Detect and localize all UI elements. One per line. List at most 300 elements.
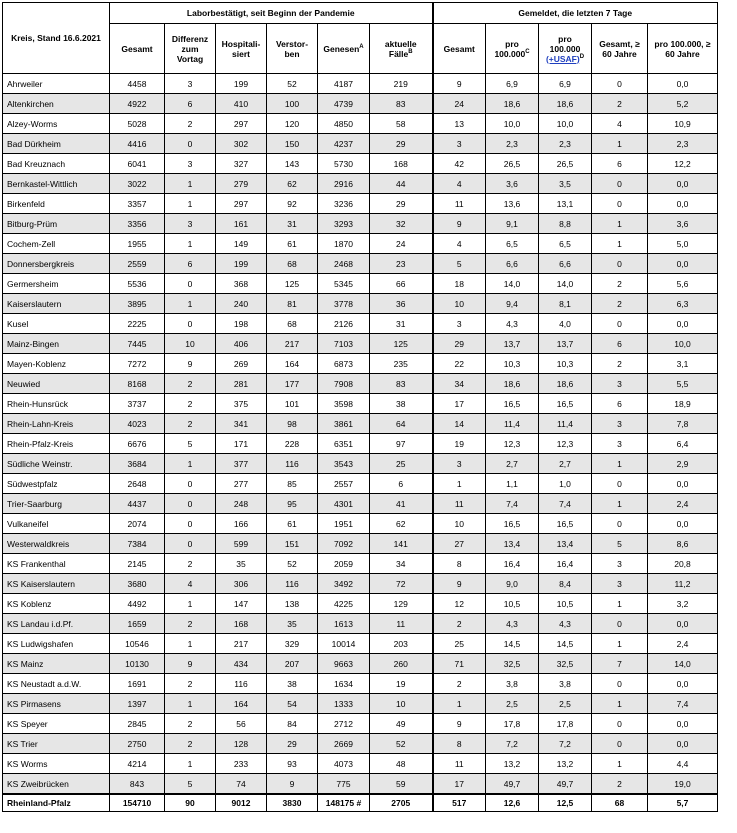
table-row [3,334,718,354]
cell-hospitalisiert: 161 [216,214,267,234]
cell-kreis: Westerwaldkreis [3,534,110,554]
cell-gesamt-60: 6 [592,334,648,354]
cell-aktuelle-faelle: 2705 [370,794,433,812]
cell-kreis: Neuwied [3,374,110,394]
cell-hospitalisiert: 277 [216,474,267,494]
cell-differenz: 1 [165,174,216,194]
cell-pro-100000-60: 14,0 [648,654,718,674]
cell-genesen: 4237 [318,134,370,154]
table-row [3,414,718,434]
cell-gesamt: 3680 [110,574,165,594]
table-row [3,134,718,154]
cell-pro-100000-60: 8,6 [648,534,718,554]
cell-woche-gesamt: 10 [433,294,486,314]
cell-verstorben: 85 [267,474,318,494]
cell-pro-100000-60: 2,4 [648,494,718,514]
cell-woche-gesamt: 9 [433,74,486,94]
cell-verstorben: 143 [267,154,318,174]
cell-verstorben: 62 [267,174,318,194]
cell-aktuelle-faelle: 58 [370,114,433,134]
table-row [3,354,718,374]
cell-pro-100000-usaf: 11,4 [539,414,592,434]
cell-differenz: 3 [165,74,216,94]
cell-pro-100000: 14,0 [486,274,539,294]
table-row [3,514,718,534]
cell-differenz: 9 [165,354,216,374]
cell-hospitalisiert: 56 [216,714,267,734]
cell-pro-100000-60: 0,0 [648,474,718,494]
cell-pro-100000: 7,4 [486,494,539,514]
cell-verstorben: 116 [267,454,318,474]
cell-gesamt: 3022 [110,174,165,194]
cell-gesamt: 4023 [110,414,165,434]
cell-kreis: Alzey-Worms [3,114,110,134]
cell-gesamt: 154710 [110,794,165,812]
table-row [3,274,718,294]
cell-pro-100000-60: 0,0 [648,194,718,214]
cell-gesamt: 5536 [110,274,165,294]
cell-kreis: KS Speyer [3,714,110,734]
cell-gesamt-60: 5 [592,534,648,554]
cell-pro-100000-usaf: 13,7 [539,334,592,354]
cell-pro-100000: 10,5 [486,594,539,614]
cell-gesamt: 7445 [110,334,165,354]
cell-pro-100000-usaf: 32,5 [539,654,592,674]
cell-genesen: 5730 [318,154,370,174]
cell-verstorben: 217 [267,334,318,354]
cell-pro-100000: 16,5 [486,514,539,534]
cell-pro-100000: 2,3 [486,134,539,154]
cell-genesen: 1333 [318,694,370,714]
cell-kreis: Mayen-Koblenz [3,354,110,374]
cell-verstorben: 100 [267,94,318,114]
cell-woche-gesamt: 4 [433,174,486,194]
cell-differenz: 5 [165,774,216,795]
cell-kreis: Germersheim [3,274,110,294]
cell-gesamt: 1397 [110,694,165,714]
cell-gesamt-60: 68 [592,794,648,812]
cell-kreis: Kusel [3,314,110,334]
cell-verstorben: 9 [267,774,318,795]
cell-kreis: Bitburg-Prüm [3,214,110,234]
cell-pro-100000-usaf: 4,0 [539,314,592,334]
cell-pro-100000-usaf: 6,5 [539,234,592,254]
cell-woche-gesamt: 25 [433,634,486,654]
cell-woche-gesamt: 11 [433,754,486,774]
cell-verstorben: 329 [267,634,318,654]
cell-pro-100000-60: 5,5 [648,374,718,394]
cell-pro-100000-60: 10,9 [648,114,718,134]
cell-aktuelle-faelle: 235 [370,354,433,374]
cell-differenz: 2 [165,554,216,574]
cell-gesamt-60: 2 [592,774,648,795]
cell-gesamt-60: 0 [592,674,648,694]
cell-hospitalisiert: 327 [216,154,267,174]
cell-verstorben: 68 [267,314,318,334]
cell-verstorben: 52 [267,74,318,94]
cell-genesen: 2468 [318,254,370,274]
cell-gesamt-60: 4 [592,114,648,134]
cell-kreis: KS Landau i.d.Pf. [3,614,110,634]
cell-pro-100000-60: 2,4 [648,634,718,654]
cell-pro-100000-usaf: 13,4 [539,534,592,554]
cell-aktuelle-faelle: 41 [370,494,433,514]
cell-woche-gesamt: 1 [433,694,486,714]
cell-kreis: KS Zweibrücken [3,774,110,795]
cell-hospitalisiert: 269 [216,354,267,374]
cell-woche-gesamt: 2 [433,614,486,634]
cell-gesamt: 4458 [110,74,165,94]
table-row [3,634,718,654]
cell-woche-gesamt: 3 [433,314,486,334]
cell-pro-100000: 3,8 [486,674,539,694]
cell-hospitalisiert: 199 [216,254,267,274]
cell-pro-100000-60: 4,4 [648,754,718,774]
cell-woche-gesamt: 18 [433,274,486,294]
cell-aktuelle-faelle: 31 [370,314,433,334]
cell-hospitalisiert: 147 [216,594,267,614]
cell-pro-100000-usaf: 13,2 [539,754,592,774]
cell-gesamt: 2145 [110,554,165,574]
table-row [3,254,718,274]
cell-pro-100000: 16,5 [486,394,539,414]
cell-differenz: 10 [165,334,216,354]
cell-pro-100000-usaf: 49,7 [539,774,592,795]
cell-differenz: 0 [165,494,216,514]
cell-hospitalisiert: 164 [216,694,267,714]
cell-genesen: 3598 [318,394,370,414]
cell-aktuelle-faelle: 168 [370,154,433,174]
cell-pro-100000: 6,9 [486,74,539,94]
cell-pro-100000: 9,0 [486,574,539,594]
cell-differenz: 3 [165,214,216,234]
cell-woche-gesamt: 19 [433,434,486,454]
cell-kreis: Birkenfeld [3,194,110,214]
cell-pro-100000-60: 0,0 [648,174,718,194]
cell-gesamt-60: 2 [592,274,648,294]
cell-pro-100000-usaf: 8,1 [539,294,592,314]
cell-pro-100000-usaf: 13,1 [539,194,592,214]
cell-kreis: Südwestpfalz [3,474,110,494]
cell-verstorben: 81 [267,294,318,314]
table-row [3,234,718,254]
cell-pro-100000-60: 0,0 [648,734,718,754]
cell-aktuelle-faelle: 49 [370,714,433,734]
cell-woche-gesamt: 14 [433,414,486,434]
cell-woche-gesamt: 22 [433,354,486,374]
cell-verstorben: 54 [267,694,318,714]
cell-pro-100000-60: 5,2 [648,94,718,114]
cell-aktuelle-faelle: 219 [370,74,433,94]
cell-pro-100000: 18,6 [486,94,539,114]
cell-woche-gesamt: 42 [433,154,486,174]
cell-woche-gesamt: 24 [433,94,486,114]
cell-kreis: KS Koblenz [3,594,110,614]
cell-aktuelle-faelle: 44 [370,174,433,194]
cell-gesamt: 5028 [110,114,165,134]
cell-verstorben: 116 [267,574,318,594]
cell-genesen: 4225 [318,594,370,614]
col-header-verstorben: Verstor-ben [267,24,318,74]
cell-pro-100000-60: 12,2 [648,154,718,174]
cell-gesamt: 6041 [110,154,165,174]
cell-genesen: 4187 [318,74,370,94]
cell-aktuelle-faelle: 83 [370,374,433,394]
cell-gesamt-60: 0 [592,714,648,734]
cell-gesamt-60: 1 [592,134,648,154]
table-row [3,574,718,594]
cell-gesamt: 2225 [110,314,165,334]
cell-gesamt-60: 6 [592,154,648,174]
cell-genesen: 3293 [318,214,370,234]
cell-gesamt: 2074 [110,514,165,534]
cell-aktuelle-faelle: 25 [370,454,433,474]
cell-kreis: Donnersbergkreis [3,254,110,274]
cell-pro-100000-usaf: 8,4 [539,574,592,594]
cell-gesamt-60: 1 [592,234,648,254]
cell-kreis: Rheinland-Pfalz [3,794,110,812]
cell-woche-gesamt: 5 [433,254,486,274]
cell-pro-100000: 7,2 [486,734,539,754]
cell-aktuelle-faelle: 29 [370,194,433,214]
table-row [3,694,718,714]
cell-pro-100000: 3,6 [486,174,539,194]
cell-verstorben: 93 [267,754,318,774]
cell-kreis: Rhein-Pfalz-Kreis [3,434,110,454]
cell-pro-100000-usaf: 7,2 [539,734,592,754]
cell-kreis: Ahrweiler [3,74,110,94]
cell-woche-gesamt: 8 [433,734,486,754]
cell-pro-100000-usaf: 14,0 [539,274,592,294]
cell-pro-100000: 10,0 [486,114,539,134]
cell-differenz: 2 [165,374,216,394]
cell-gesamt: 3357 [110,194,165,214]
cell-pro-100000-60: 2,9 [648,454,718,474]
cell-pro-100000: 18,6 [486,374,539,394]
cell-aktuelle-faelle: 125 [370,334,433,354]
cell-pro-100000: 13,6 [486,194,539,214]
cell-verstorben: 31 [267,214,318,234]
cell-differenz: 1 [165,294,216,314]
table-body [3,74,718,812]
covid-statistics-table [2,2,718,812]
cell-differenz: 0 [165,474,216,494]
cell-aktuelle-faelle: 141 [370,534,433,554]
table-row [3,474,718,494]
cell-pro-100000-60: 3,2 [648,594,718,614]
col-header-pro-100000-60: pro 100.000, ≥ 60 Jahre [648,24,718,74]
cell-kreis: KS Frankenthal [3,554,110,574]
cell-hospitalisiert: 240 [216,294,267,314]
cell-gesamt-60: 2 [592,94,648,114]
total-row [3,794,718,812]
cell-hospitalisiert: 297 [216,114,267,134]
cell-pro-100000-usaf: 2,7 [539,454,592,474]
cell-gesamt: 4416 [110,134,165,154]
cell-pro-100000-usaf: 6,6 [539,254,592,274]
cell-verstorben: 95 [267,494,318,514]
cell-verstorben: 68 [267,254,318,274]
cell-differenz: 0 [165,514,216,534]
table-row [3,774,718,795]
cell-verstorben: 84 [267,714,318,734]
cell-woche-gesamt: 9 [433,574,486,594]
cell-genesen: 7908 [318,374,370,394]
cell-kreis: Kaiserslautern [3,294,110,314]
cell-gesamt: 10130 [110,654,165,674]
cell-pro-100000: 49,7 [486,774,539,795]
cell-hospitalisiert: 375 [216,394,267,414]
cell-pro-100000-60: 5,6 [648,274,718,294]
cell-gesamt-60: 0 [592,254,648,274]
cell-aktuelle-faelle: 64 [370,414,433,434]
cell-gesamt: 2845 [110,714,165,734]
cell-genesen: 3543 [318,454,370,474]
cell-differenz: 4 [165,574,216,594]
cell-kreis: KS Ludwigshafen [3,634,110,654]
cell-genesen: 9663 [318,654,370,674]
cell-differenz: 1 [165,234,216,254]
table-row [3,114,718,134]
table-row [3,194,718,214]
cell-differenz: 1 [165,634,216,654]
table-row [3,494,718,514]
cell-pro-100000-60: 10,0 [648,334,718,354]
cell-genesen: 6873 [318,354,370,374]
cell-aktuelle-faelle: 24 [370,234,433,254]
cell-kreis: Rhein-Hunsrück [3,394,110,414]
cell-hospitalisiert: 599 [216,534,267,554]
cell-differenz: 2 [165,614,216,634]
cell-verstorben: 177 [267,374,318,394]
cell-woche-gesamt: 17 [433,394,486,414]
cell-woche-gesamt: 517 [433,794,486,812]
table-row [3,314,718,334]
cell-verstorben: 207 [267,654,318,674]
cell-pro-100000: 10,3 [486,354,539,374]
cell-pro-100000: 13,4 [486,534,539,554]
table-row [3,614,718,634]
cell-differenz: 0 [165,314,216,334]
cell-verstorben: 98 [267,414,318,434]
group-header-laborbestaetigt: Laborbestätigt, seit Beginn der Pandemie [110,3,433,24]
cell-pro-100000-60: 5,7 [648,794,718,812]
cell-hospitalisiert: 198 [216,314,267,334]
cell-verstorben: 61 [267,234,318,254]
cell-kreis: Trier-Saarburg [3,494,110,514]
table-row [3,394,718,414]
cell-woche-gesamt: 8 [433,554,486,574]
cell-gesamt-60: 0 [592,174,648,194]
cell-pro-100000: 12,6 [486,794,539,812]
cell-genesen: 2557 [318,474,370,494]
table-container [2,2,718,812]
cell-pro-100000: 9,1 [486,214,539,234]
cell-pro-100000-usaf: 3,8 [539,674,592,694]
cell-genesen: 5345 [318,274,370,294]
cell-woche-gesamt: 9 [433,214,486,234]
cell-woche-gesamt: 34 [433,374,486,394]
cell-aktuelle-faelle: 11 [370,614,433,634]
cell-pro-100000-60: 7,4 [648,694,718,714]
cell-differenz: 5 [165,434,216,454]
group-header-gemeldet: Gemeldet, die letzten 7 Tage [433,3,718,24]
cell-pro-100000: 2,7 [486,454,539,474]
cell-gesamt-60: 0 [592,314,648,334]
cell-differenz: 1 [165,694,216,714]
cell-pro-100000-60: 18,9 [648,394,718,414]
cell-woche-gesamt: 27 [433,534,486,554]
table-row [3,74,718,94]
cell-gesamt-60: 0 [592,514,648,534]
cell-pro-100000-usaf: 16,5 [539,394,592,414]
cell-gesamt: 7384 [110,534,165,554]
cell-pro-100000-usaf: 16,5 [539,514,592,534]
cell-woche-gesamt: 10 [433,514,486,534]
table-row [3,674,718,694]
cell-pro-100000-60: 5,0 [648,234,718,254]
cell-gesamt-60: 3 [592,574,648,594]
cell-differenz: 6 [165,94,216,114]
cell-genesen: 148175 # [318,794,370,812]
cell-aktuelle-faelle: 260 [370,654,433,674]
cell-gesamt: 3356 [110,214,165,234]
cell-gesamt: 6676 [110,434,165,454]
cell-genesen: 2669 [318,734,370,754]
cell-pro-100000: 9,4 [486,294,539,314]
cell-differenz: 1 [165,754,216,774]
cell-kreis: KS Neustadt a.d.W. [3,674,110,694]
cell-gesamt-60: 0 [592,734,648,754]
cell-gesamt-60: 6 [592,394,648,414]
cell-verstorben: 61 [267,514,318,534]
table-row [3,714,718,734]
cell-woche-gesamt: 1 [433,474,486,494]
cell-pro-100000-60: 6,4 [648,434,718,454]
cell-pro-100000-usaf: 14,5 [539,634,592,654]
cell-gesamt-60: 1 [592,634,648,654]
cell-pro-100000-usaf: 8,8 [539,214,592,234]
cell-hospitalisiert: 128 [216,734,267,754]
cell-kreis: KS Kaiserslautern [3,574,110,594]
cell-kreis: Bad Dürkheim [3,134,110,154]
cell-kreis: Vulkaneifel [3,514,110,534]
cell-gesamt-60: 3 [592,554,648,574]
cell-genesen: 4301 [318,494,370,514]
cell-pro-100000: 32,5 [486,654,539,674]
table-row [3,554,718,574]
cell-hospitalisiert: 248 [216,494,267,514]
cell-pro-100000: 4,3 [486,314,539,334]
cell-verstorben: 164 [267,354,318,374]
cell-genesen: 7092 [318,534,370,554]
cell-pro-100000-60: 20,8 [648,554,718,574]
cell-genesen: 4739 [318,94,370,114]
cell-verstorben: 38 [267,674,318,694]
cell-pro-100000-60: 7,8 [648,414,718,434]
cell-genesen: 4850 [318,114,370,134]
table-row [3,374,718,394]
table-row [3,754,718,774]
cell-pro-100000-60: 11,2 [648,574,718,594]
cell-pro-100000-60: 0,0 [648,714,718,734]
cell-woche-gesamt: 9 [433,714,486,734]
cell-gesamt-60: 0 [592,474,648,494]
cell-pro-100000: 6,6 [486,254,539,274]
cell-pro-100000: 13,2 [486,754,539,774]
cell-hospitalisiert: 281 [216,374,267,394]
cell-gesamt: 1691 [110,674,165,694]
